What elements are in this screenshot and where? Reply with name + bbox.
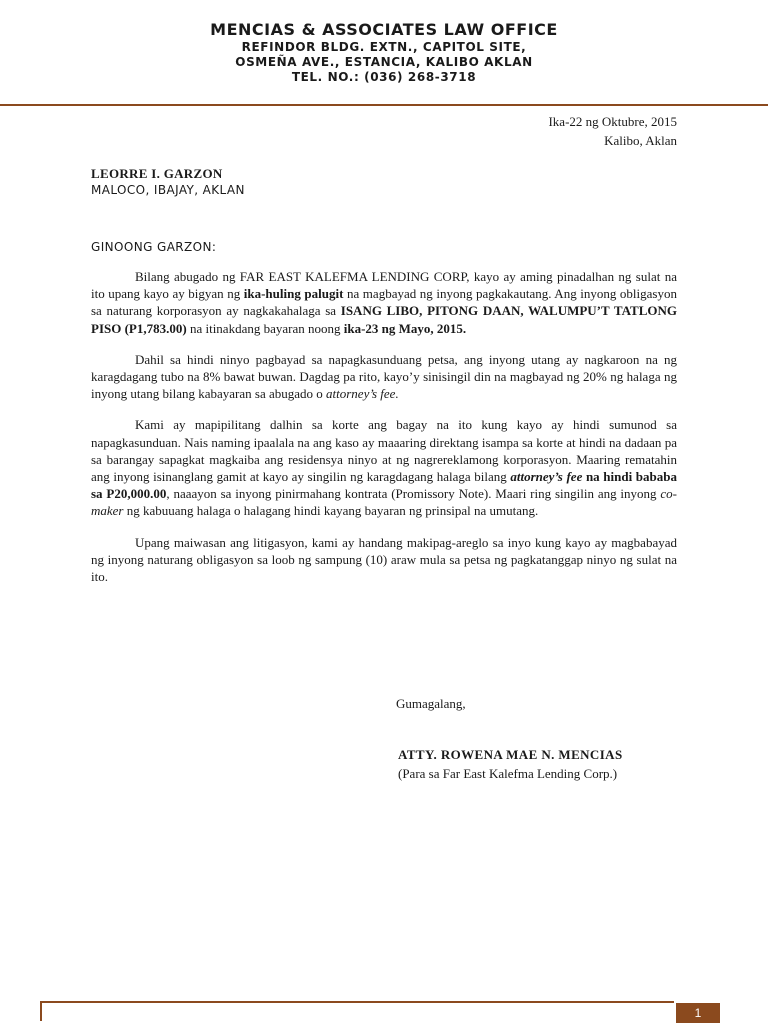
letter-date: Ika-22 ng Oktubre, 2015 bbox=[548, 114, 677, 129]
paragraph-3 bbox=[91, 416, 677, 519]
paragraph-1 bbox=[91, 268, 677, 337]
addressee-name: LEORRE I. GARZON bbox=[91, 166, 223, 181]
p3-emphasis-fee: attorney’s fee bbox=[510, 469, 583, 485]
letter-place: Kalibo, Aklan bbox=[604, 133, 677, 148]
p2-emphasis-fee: attorney’s fee. bbox=[326, 386, 399, 402]
firm-address-line-2: OSMEÑA AVE., ESTANCIA, KALIBO AKLAN bbox=[235, 55, 533, 69]
p3-emphasis-comaker: co-maker bbox=[91, 486, 677, 519]
p2-text: Dahil sa hindi ninyo pagbayad sa napagkasunduang petsa, ang inyong utang ay nagkaroon na ng karagdagang tubo na 8% bawat buwan. Dagdag pa rito, kayo’y sinisingil din na magbayad ng 20% ng halaga ng inyong utang bilang kabayaran sa abugado o bbox=[91, 351, 677, 402]
addressee-block bbox=[91, 165, 245, 199]
p1-text-3: na itinakdang bayaran noong bbox=[186, 320, 344, 336]
p1-emphasis-deadline: ika-huling palugit bbox=[243, 286, 344, 302]
p1-text: Bilang abugado ng FAR EAST KALEFMA LENDING CORP, kayo ay aming pinadalhan ng sulat na ito upang kayo ay bigyan ng bbox=[91, 269, 677, 302]
signatory-name: ATTY. ROWENA MAE N. MENCIAS bbox=[398, 747, 623, 762]
firm-name: MENCIAS & ASSOCIATES LAW OFFICE bbox=[210, 20, 558, 39]
letterhead bbox=[0, 20, 768, 85]
addressee-address: MALOCO, IBAJAY, AKLAN bbox=[91, 183, 245, 197]
firm-address-line-1: REFINDOR BLDG. EXTN., CAPITOL SITE, bbox=[241, 40, 527, 54]
p1-text-2: na magbayad ng inyong pagkakautang. Ang inyong obligasyon sa naturang korporasyon ay nagkakahalaga sa bbox=[91, 286, 677, 319]
header-divider bbox=[0, 104, 768, 106]
page-number: 1 bbox=[676, 1003, 720, 1023]
p3-text-2: , naaayon sa inyong pinirmahang kontrata (Promissory Note). Maari ring singilin ang inyong bbox=[166, 486, 661, 502]
p1-emphasis-amount: ISANG LIBO, PITONG DAAN, WALUMPU’T TATLONG PISO (P1,783.00) bbox=[91, 303, 677, 336]
p3-text: Kami ay mapipilitang dalhin sa korte ang bagay na ito kung kayo ay hindi sumunod sa napagkasunduan. Nais naming ipaalala na ang kaso ay maaaring direktang isampa sa korte at hindi na dadaan pa sa barangay sapagkat magkaiba ang residensya ninyo at ng nagrereklamong korporasyon. Maaring rematahin ang inyong isinanglang gamit at kayo ay singilin ng karagdagang halaga bilang bbox=[91, 417, 677, 485]
paragraph-2 bbox=[91, 351, 677, 403]
salutation: GINOONG GARZON: bbox=[91, 240, 217, 254]
paragraph-4: Upang maiwasan ang litigasyon, kami ay handang makipag-areglo sa inyo kung kayo ay magbabayad ng inyong naturang obligasyon sa loob ng sampung (10) araw mula sa petsa ng pagkatanggap ninyo ng sulat na ito. bbox=[91, 534, 677, 585]
closing: Gumagalang, bbox=[396, 696, 466, 711]
firm-telephone: TEL. NO.: (036) 268-3718 bbox=[291, 70, 477, 84]
footer-frame bbox=[40, 1001, 674, 1021]
signatory-affiliation: (Para sa Far East Kalefma Lending Corp.) bbox=[398, 766, 618, 781]
letter-body bbox=[91, 268, 677, 599]
date-block bbox=[548, 112, 677, 150]
p1-emphasis-date: ika-23 ng Mayo, 2015. bbox=[343, 320, 467, 336]
p3-text-3: ng kabuuang halaga o halagang hindi kayang bayaran ng prinsipal na umutang. bbox=[123, 503, 539, 519]
p3-emphasis-amount: na hindi bababa sa P20,000.00 bbox=[91, 469, 677, 502]
